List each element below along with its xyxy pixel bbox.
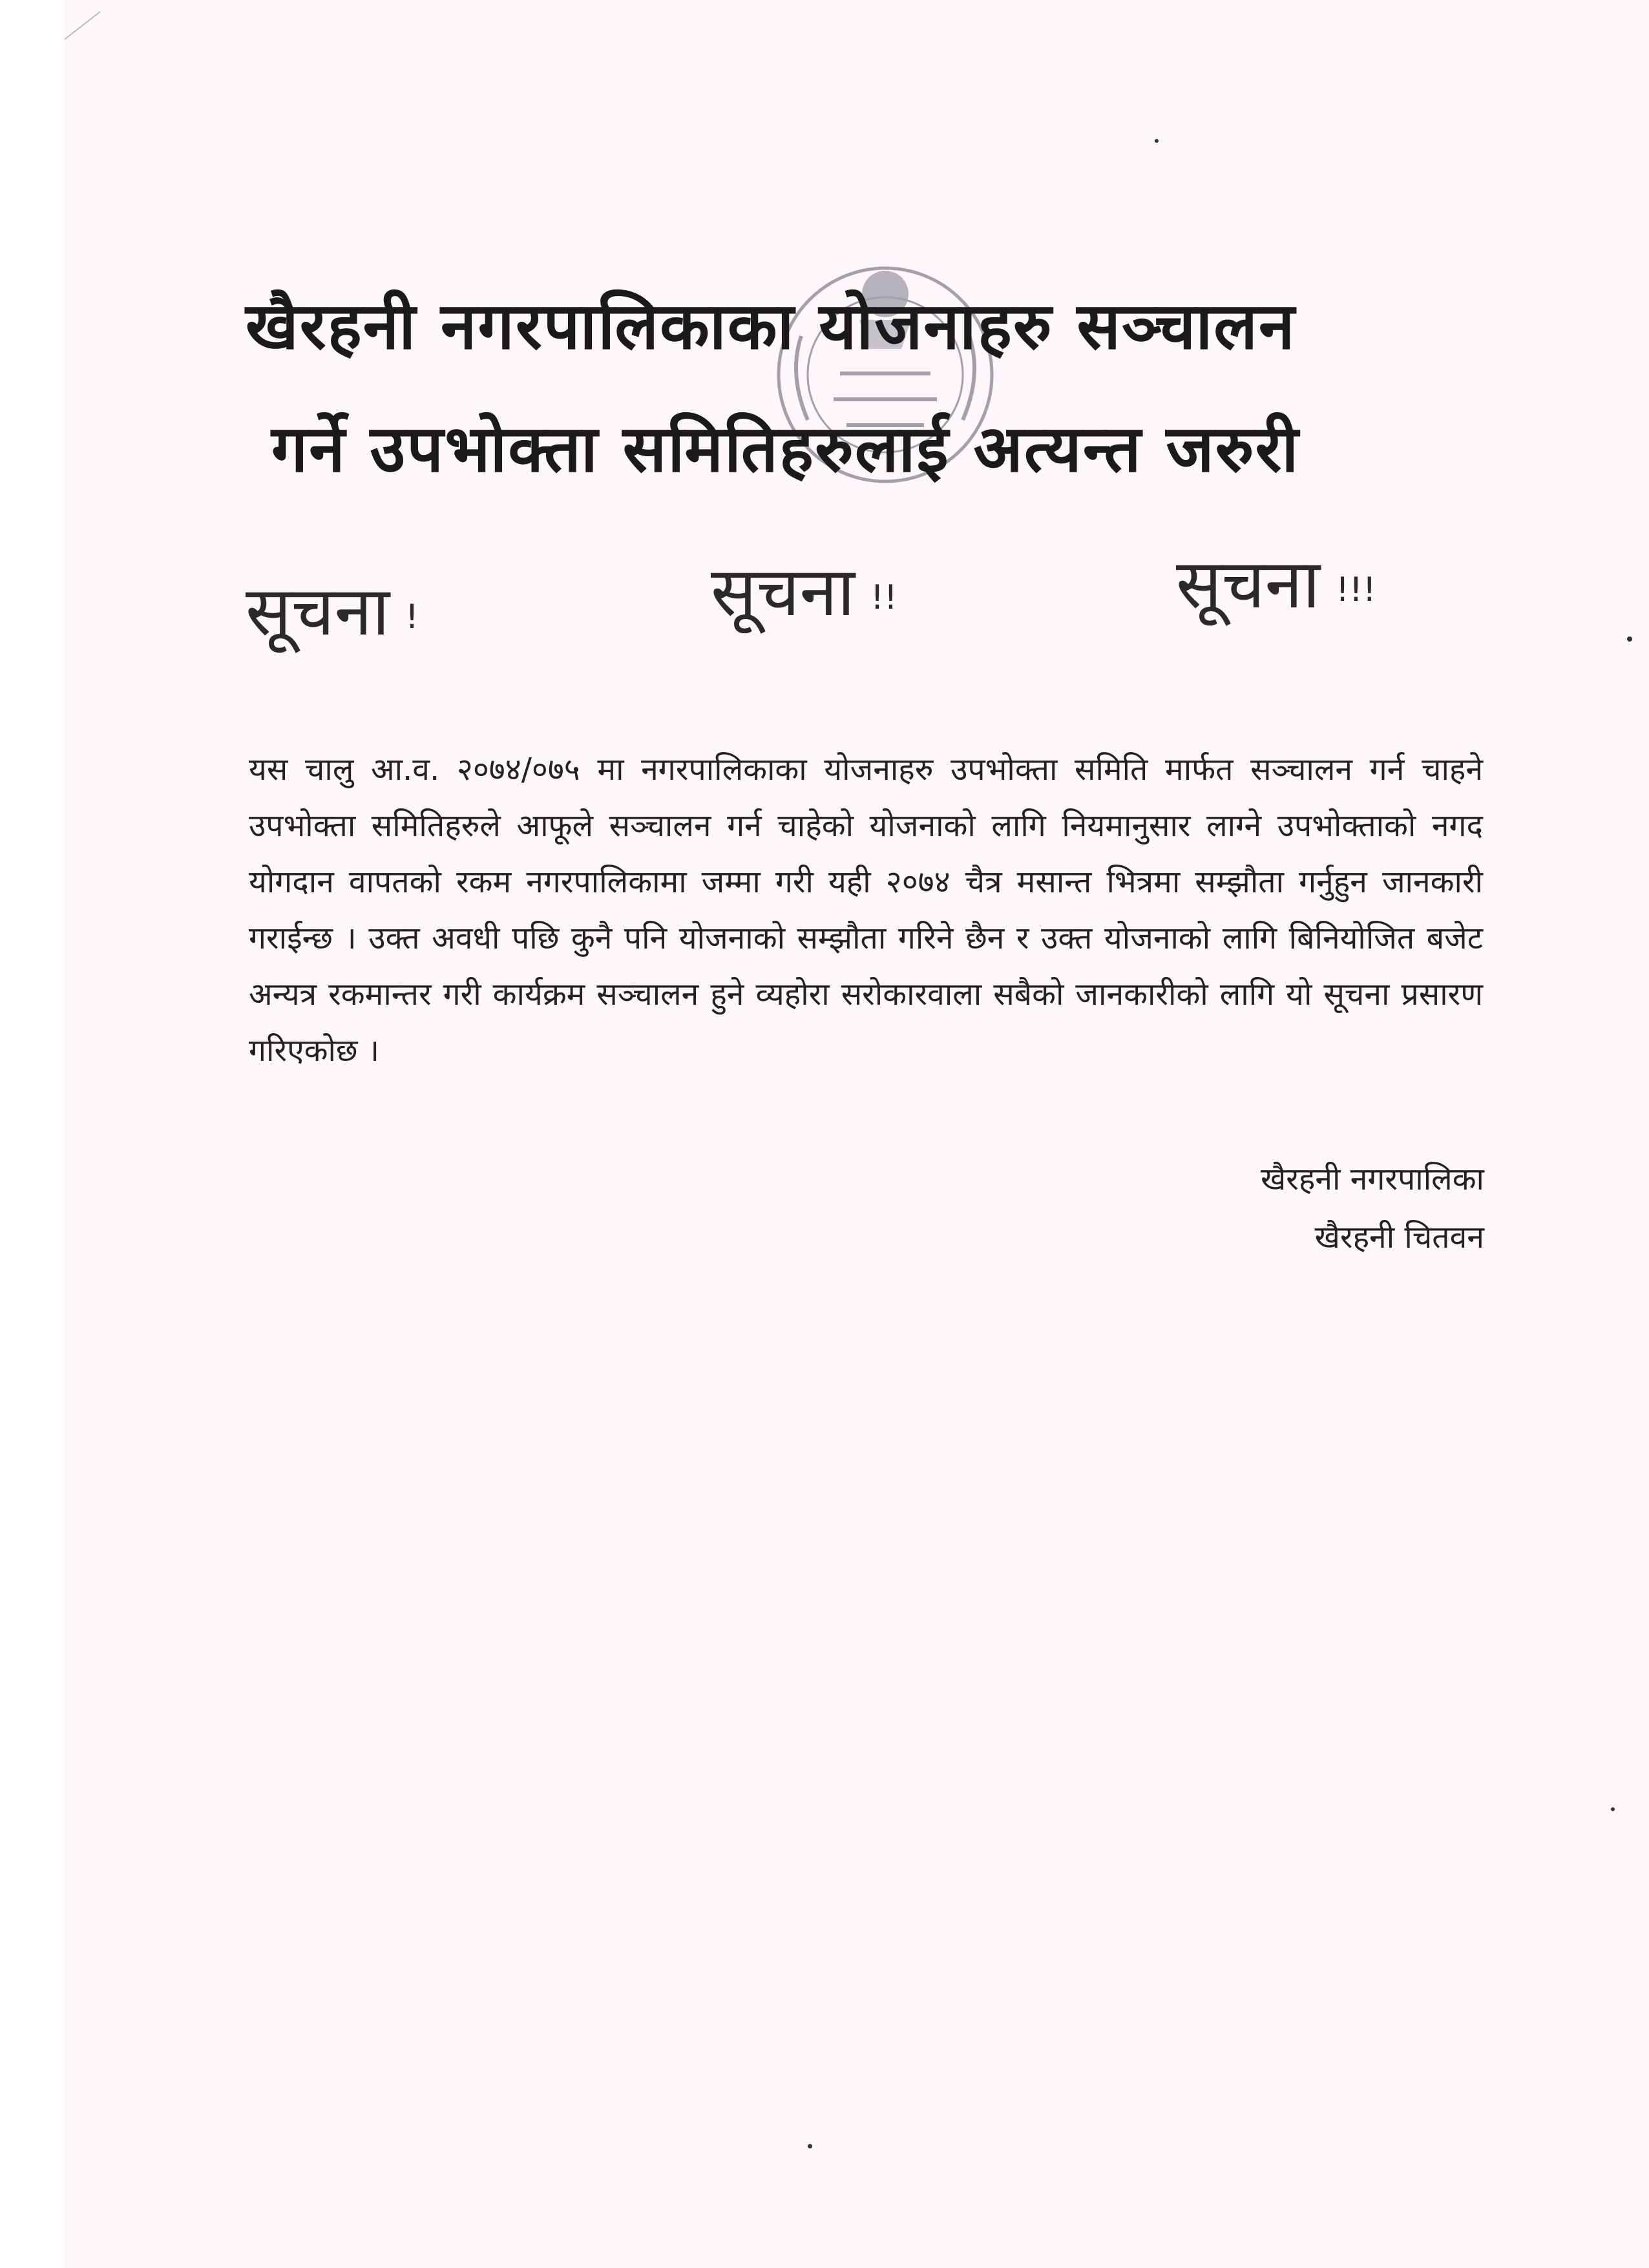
- notice-word-text: सूचना: [1176, 545, 1321, 624]
- heading-line-2: गर्ने उपभोक्ता समितिहरुलाई अत्यन्त जरुरी: [271, 411, 1300, 487]
- scan-speck: [808, 2144, 812, 2148]
- notice-banner-row: [246, 530, 1473, 659]
- scan-margin: [0, 0, 65, 2268]
- signature-office-name: खैरहनी नगरपालिका: [1261, 1161, 1484, 1197]
- notice-word-2: [711, 543, 898, 635]
- notice-word-text: सूचना: [246, 572, 390, 651]
- exclamation-mark: !: [405, 598, 419, 636]
- exclamation-mark: !!!: [1336, 571, 1376, 609]
- notice-word-text: सूचना: [711, 552, 856, 631]
- exclamation-mark: !!: [870, 578, 898, 617]
- signature-location: खैरहनी चितवन: [1314, 1219, 1484, 1255]
- scan-speck: [1627, 636, 1632, 642]
- scan-speck: [1611, 1807, 1615, 1811]
- notice-heading: [233, 265, 1460, 510]
- heading-line-1: खैरहनी नगरपालिकाका योजनाहरु सञ्चालन: [246, 288, 1296, 364]
- scan-speck: [1155, 139, 1159, 143]
- signature-block: [1261, 1150, 1484, 1266]
- notice-word-1: [246, 562, 419, 655]
- notice-word-3: [1176, 535, 1376, 627]
- notice-body-paragraph: यस चालु आ.व. २०७४/०७५ मा नगरपालिकाका योजनाहरु उपभोक्ता समिति मार्फत सञ्चालन गर्न चाहने उपभोक्ता समितिहरुले आफूले सञ्चालन गर्न चाहेको योजनाको लागि नियमानुसार लाग्ने उपभोक्ताको नगद योगदान वापतको रकम नगरपालिकामा जम्मा गरी यही २०७४ चैत्र मसान्त भित्रमा सम्झौता गर्नुहुन जानकारी गराईन्छ । उक्त अवधी पछि कुनै पनि योजनाको सम्झौता गरिने छैन र उक्त योजनाको लागि बिनियोजित बजेट अन्यत्र रकमान्तर गरी कार्यक्रम सञ्चालन हुने व्यहोरा सरोकारवाला सबैको जानकारीको लागि यो सूचना प्रसारण गरिएकोछ ।: [249, 751, 1483, 1069]
